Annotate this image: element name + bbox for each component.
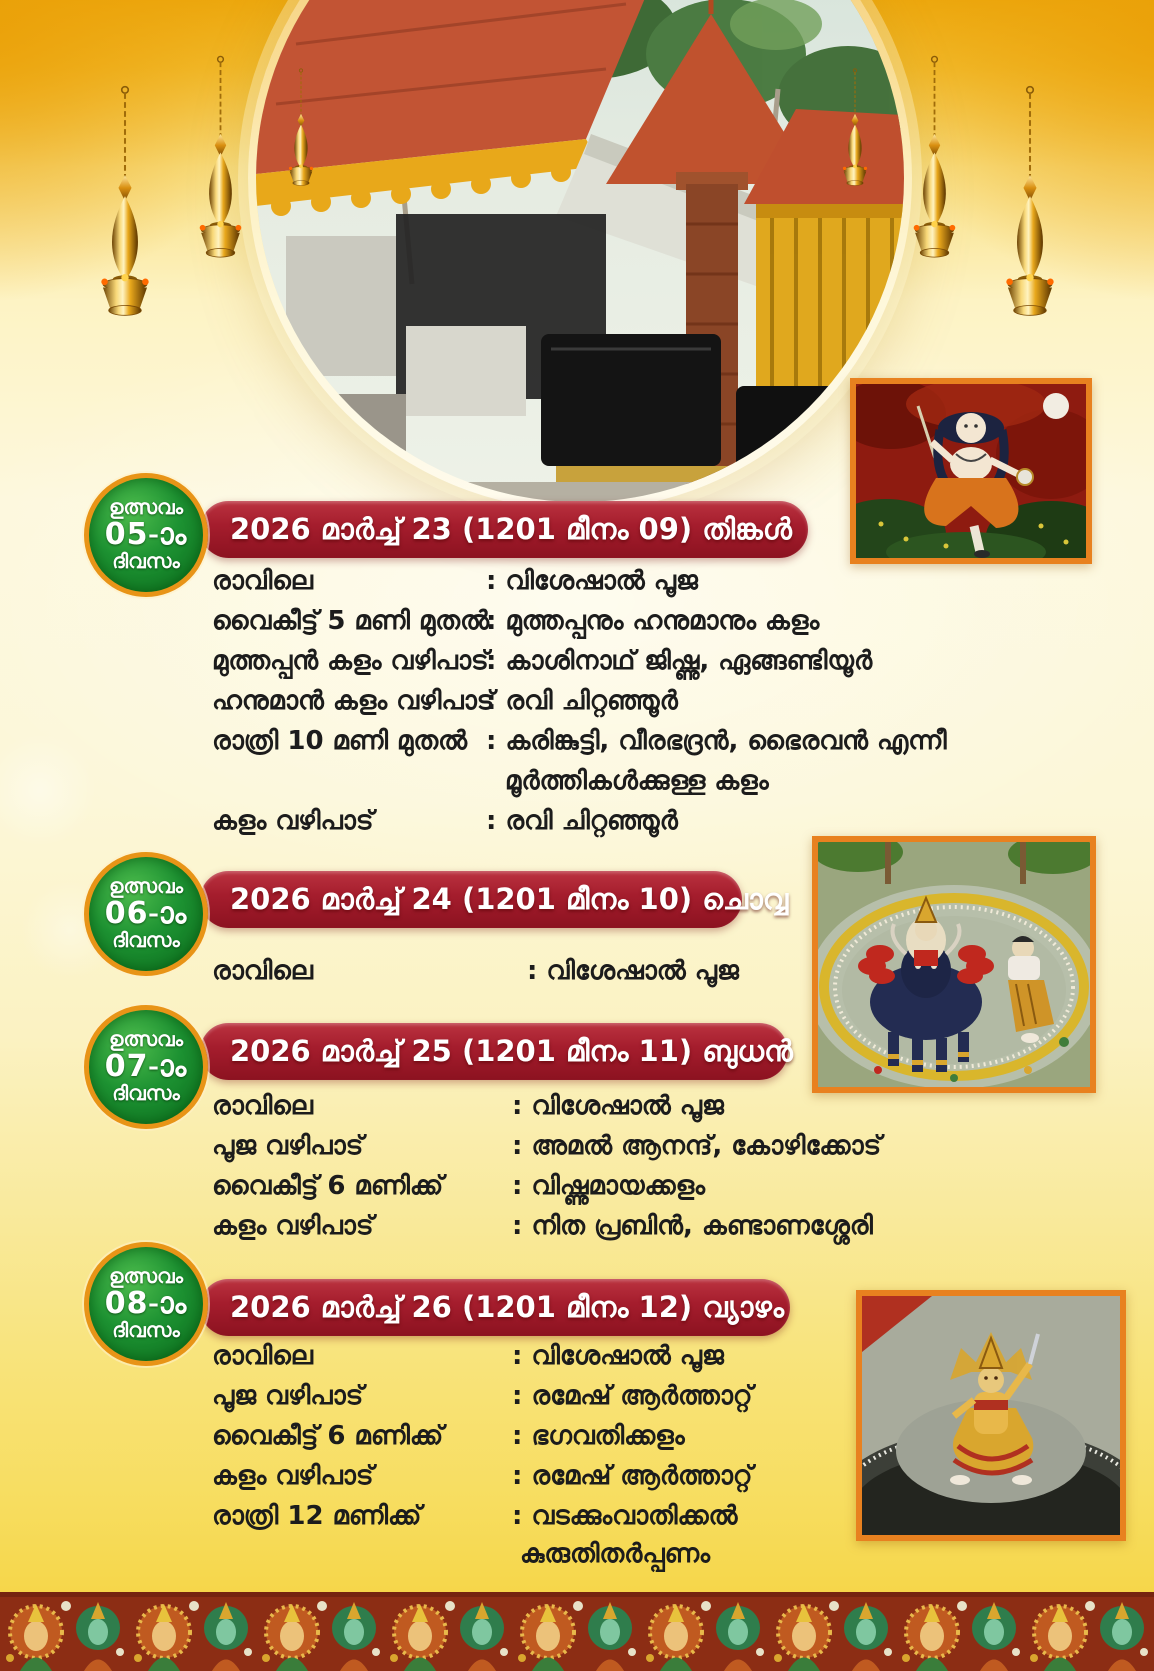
badge-day-number: 05-ാം — [104, 516, 188, 552]
badge-divasam-label: ദിവസം — [112, 1081, 180, 1106]
hanging-lamp-icon — [836, 68, 874, 193]
schedule-row — [0, 766, 1154, 804]
festival-day-badge — [84, 473, 208, 597]
schedule-row — [0, 1211, 1154, 1249]
schedule-row — [0, 646, 1154, 684]
hanging-lamp-icon — [902, 55, 967, 270]
hanging-lamp-icon — [88, 85, 162, 330]
schedule-label: രാത്രി 10 മണി മുതൽ — [212, 726, 468, 756]
date-banner-text: 2026 മാർച്ച് 25 (1201 മീനം 11) ബുധൻ — [230, 1034, 793, 1068]
schedule-value: : അമൽ ആനന്ദ്, കോഴിക്കോട് — [512, 1131, 882, 1161]
schedule-value: : കാശിനാഥ് ജിഷ്ണു, ഏങ്ങണ്ടിയൂർ — [486, 646, 873, 676]
schedule-value: : രവി ചിറ്റഞ്ഞൂർ — [486, 806, 678, 836]
badge-utsavam-label: ഉത്സവം — [109, 1264, 183, 1289]
badge-divasam-label: ദിവസം — [112, 1318, 180, 1343]
schedule-label: രാവിലെ — [212, 956, 314, 986]
schedule-row — [0, 1131, 1154, 1169]
date-banner — [200, 1279, 790, 1336]
festival-day-badge — [84, 1005, 208, 1129]
schedule-value: : നിത പ്രബിൻ, കണ്ടാണശ്ശേരി — [512, 1211, 873, 1241]
schedule-value: : മുത്തപ്പനും ഹനുമാനും കളം — [486, 606, 820, 636]
schedule-label: കളം വഴിപാട് — [212, 806, 374, 836]
schedule-label: രാത്രി 12 മണിക്ക് — [212, 1501, 422, 1531]
schedule-value: : വിശേഷാൽ പൂജ — [486, 566, 698, 596]
schedule-label: വൈകീട്ട് 6 മണിക്ക് — [212, 1421, 444, 1451]
badge-divasam-label: ദിവസം — [112, 549, 180, 574]
badge-utsavam-label: ഉത്സവം — [109, 1027, 183, 1052]
schedule-value: : രവി ചിറ്റഞ്ഞൂർ — [486, 686, 678, 716]
festival-day-badge — [84, 1242, 208, 1366]
schedule-label: രാവിലെ — [212, 566, 314, 596]
schedule-row — [0, 1539, 1154, 1577]
schedule-label: കളം വഴിപാട് — [212, 1461, 374, 1491]
date-banner-text: 2026 മാർച്ച് 26 (1201 മീനം 12) വ്യാഴം — [230, 1290, 785, 1324]
vishnumaya-kalam-image — [812, 836, 1096, 1093]
schedule-value: : വടക്കുംവാതിക്കൽ — [512, 1501, 738, 1531]
schedule-label: വൈകീട്ട് 5 മണി മുതൽ — [212, 606, 490, 636]
badge-day-number: 07-ാം — [104, 1048, 188, 1084]
schedule-value: : രമേഷ് ആർത്താറ്റ് — [512, 1381, 753, 1411]
date-banner — [200, 1023, 793, 1080]
mural-art-strip — [0, 1592, 1154, 1671]
schedule-row — [0, 1171, 1154, 1209]
temple-photo-illustration — [256, 0, 912, 510]
festival-day-badge — [84, 852, 208, 976]
schedule-label: ഹനുമാൻ കളം വഴിപാട് — [212, 686, 495, 716]
schedule-value: : രമേഷ് ആർത്താറ്റ് — [512, 1461, 753, 1491]
schedule-value: : വിശേഷാൽ പൂജ — [527, 956, 739, 986]
schedule-value: : വിശേഷാൽ പൂജ — [512, 1091, 724, 1121]
schedule-label: രാവിലെ — [212, 1091, 314, 1121]
date-banner-text: 2026 മാർച്ച് 23 (1201 മീനം 09) തിങ്കൾ — [230, 512, 792, 546]
schedule-row — [0, 686, 1154, 724]
date-banner — [200, 501, 808, 558]
temple-photo — [248, 0, 912, 510]
schedule-label: കളം വഴിപാട് — [212, 1211, 374, 1241]
schedule-label: പൂജ വഴിപാട് — [212, 1131, 364, 1161]
schedule-row — [0, 606, 1154, 644]
schedule-value-continuation: കുരുതിതർപ്പണം — [520, 1539, 710, 1569]
schedule-label: പൂജ വഴിപാട് — [212, 1381, 364, 1411]
hanging-lamp-icon — [282, 68, 320, 193]
badge-day-number: 06-ാം — [104, 895, 188, 931]
hanging-lamp-icon — [188, 55, 253, 270]
schedule-value: : വിശേഷാൽ പൂജ — [512, 1341, 724, 1371]
bhagavathi-kalam-image — [856, 1290, 1126, 1541]
schedule-label: മുത്തപ്പൻ കളം വഴിപാട് — [212, 646, 489, 676]
badge-divasam-label: ദിവസം — [112, 928, 180, 953]
schedule-row — [0, 726, 1154, 764]
schedule-value-continuation: മൂർത്തികൾക്കുള്ള കളം — [505, 766, 769, 796]
schedule-value: : കരിങ്കുട്ടി, വീരഭദ്രൻ, ഭൈരവൻ എന്നീ — [486, 726, 947, 756]
schedule-value: : ഭഗവതിക്കളം — [512, 1421, 685, 1451]
badge-day-number: 08-ാം — [104, 1285, 188, 1321]
badge-utsavam-label: ഉത്സവം — [109, 874, 183, 899]
muthappan-kalam-image — [850, 378, 1092, 564]
hanging-lamp-icon — [993, 85, 1067, 330]
date-banner-text: 2026 മാർച്ച് 24 (1201 മീനം 10) ചൊവ്വ — [230, 882, 789, 916]
schedule-value: : വിഷ്ണുമായക്കളം — [512, 1171, 706, 1201]
date-banner — [200, 871, 789, 928]
badge-utsavam-label: ഉത്സവം — [109, 495, 183, 520]
schedule-label: രാവിലെ — [212, 1341, 314, 1371]
schedule-label: വൈകീട്ട് 6 മണിക്ക് — [212, 1171, 444, 1201]
